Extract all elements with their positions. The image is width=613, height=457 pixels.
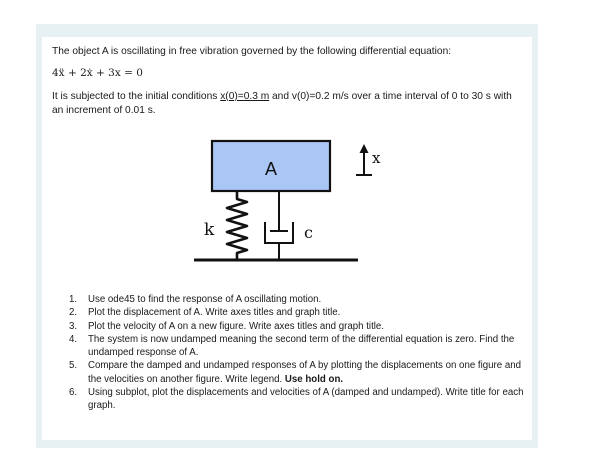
spring-label: k [204, 220, 215, 240]
spring-icon [227, 191, 247, 260]
problem-intro: The object A is oscillating in free vibration governed by the following differential equation: [52, 46, 452, 57]
differential-equation: 4ẍ + 2ẋ + 3x = 0 [52, 67, 143, 79]
list-item: 4. The system is now undamped meaning the second term of the differential equation is zero. Find the undamped response of A. [69, 333, 515, 359]
mass-spring-damper-diagram [192, 139, 392, 281]
list-item: 5. Compare the damped and undamped responses of A by plotting the displacements on one figure and the velocities on another figure. Write legend. Use hold on. [69, 360, 521, 385]
task-list [54, 293, 524, 413]
conditions-prefix: It is subjected to the initial conditions [52, 91, 221, 102]
damper-label: c [304, 223, 313, 242]
list-item: 2. Plot the displacement of A. Write axes titles and graph title. [69, 307, 341, 319]
mass-label: A [264, 159, 278, 179]
content-panel [36, 24, 538, 448]
list-item: 6. Using subplot, plot the displacements and velocities of A (damped and undamped). Write title for each graph. [69, 387, 524, 412]
hold-on-instruction: Use hold on. [284, 373, 344, 385]
damper-icon [265, 191, 293, 260]
list-item: 1. Use ode45 to find the response of A oscillating motion. [69, 294, 322, 305]
question-card [42, 37, 532, 440]
initial-conditions [52, 90, 522, 118]
conditions-rest: and v(0)=0.2 m/s over a time interval of 0 to 30 s with an increment of 0.01 s. [52, 91, 512, 116]
list-item: 3. Plot the velocity of A on a new figure. Write axes titles and graph title. [69, 320, 384, 332]
displacement-arrow-icon [356, 144, 372, 175]
initial-displacement: x(0)=0.3 m [220, 91, 270, 102]
axis-label: x [372, 149, 381, 167]
